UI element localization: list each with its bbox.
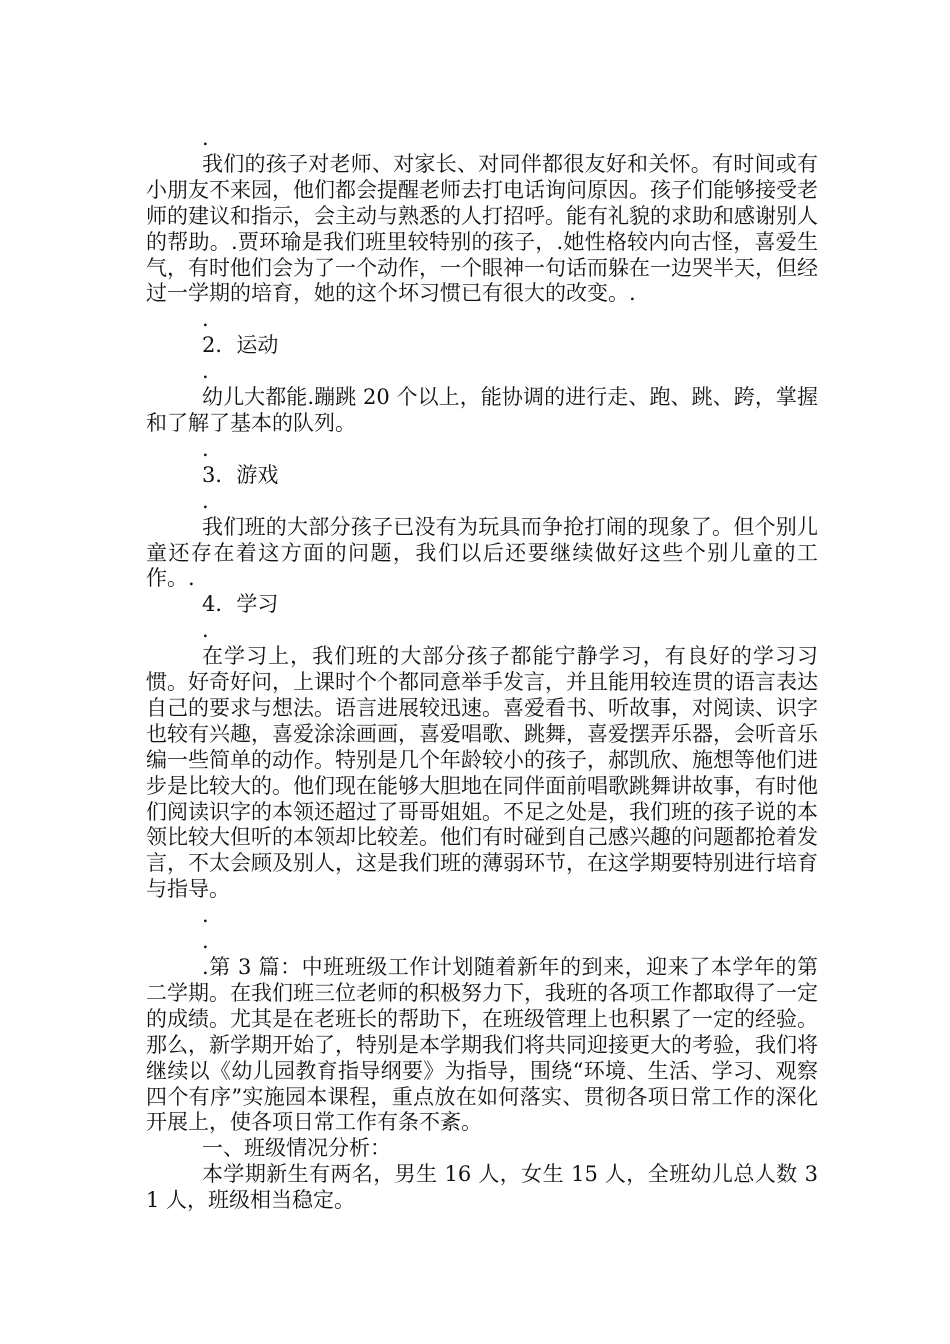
dot-separator: . — [202, 307, 209, 332]
heading-class-analysis: 一、班级情况分析： — [202, 1136, 391, 1161]
dot-separator: . — [202, 903, 209, 928]
paragraph-article-3: .第 3 篇：中班班级工作计划随着新年的到来，迎来了本学年的第二学期。在我们班三位老师的积极努力下，我班的各项工作都取得了一定的成绩。尤其是在老班长的帮助下，在班级管理上也积累了一定的经验。那么，新学期开始了，特别是本学期我们将共同迎接更大的考验，我们将继续以《幼儿园教育指导纲要》为指导，围绕“环境、生活、学习、观察四个有序”实施园本课程，重点放在如何落实、贯彻各项日常工作的深化开展上，使各项日常工作有条不紊。 — [146, 955, 818, 1135]
dot-separator: . — [202, 618, 209, 643]
paragraph-friendliness: 我们的孩子对老师、对家长、对同伴都很友好和关怀。有时间或有小朋友不来园，他们都会提醒老师去打电话询问原因。孩子们能够接受老师的建议和指示，会主动与熟悉的人打招呼。能有礼貌的求助和感谢别人的帮助。.贾环瑜是我们班里较特别的孩子，.她性格较内向古怪，喜爱生气，有时他们会为了一个动作，一个眼神一句话而躲在一边哭半天，但经过一学期的培育，她的这个坏习惯已有很大的改变。. — [146, 151, 818, 306]
dot-separator: . — [202, 359, 209, 384]
paragraph-games: 我们班的大部分孩子已没有为玩具而争抢打闹的现象了。但个别儿童还存在着这方面的问题，我们以后还要继续做好这些个别儿童的工作。. — [146, 514, 818, 591]
paragraph-class-analysis: 本学期新生有两名，男生 16 人，女生 15 人，全班幼儿总人数 31 人，班级相当稳定。 — [146, 1162, 818, 1213]
dot-separator: . — [202, 488, 209, 513]
dot-separator: . — [202, 436, 209, 461]
paragraph-study: 在学习上，我们班的大部分孩子都能宁静学习，有良好的学习习惯。好奇好问，上课时个个都同意举手发言，并且能用较连贯的语言表达自己的要求与想法。语言进展较迅速。喜爱看书、听故事，对阅读、识字也较有兴趣，喜爱涂涂画画，喜爱唱歌、跳舞，喜爱摆弄乐器，会听音乐编一些简单的动作。特别是几个年龄较小的孩子，郝凯欣、施想等他们进步是比较大的。他们现在能够大胆地在同伴面前唱歌跳舞讲故事，有时他们阅读识字的本领还超过了哥哥姐姐。不足之处是，我们班的孩子说的本领比较大但听的本领却比较差。他们有时碰到自己感兴趣的问题都抢着发言，不太会顾及别人，这是我们班的薄弱环节，在这学期要特别进行培育与指导。 — [146, 644, 818, 902]
document-body — [146, 126, 818, 1214]
heading-study: 4．学习 — [202, 592, 279, 617]
heading-games: 3．游戏 — [202, 462, 279, 487]
dot-separator: . — [202, 929, 209, 954]
heading-sports: 2．运动 — [202, 333, 279, 358]
paragraph-sports: 幼儿大都能.蹦跳 20 个以上，能协调的进行走、跑、跳、跨，掌握和了解了基本的队列。 — [146, 385, 818, 435]
dot-separator: . — [202, 126, 209, 150]
